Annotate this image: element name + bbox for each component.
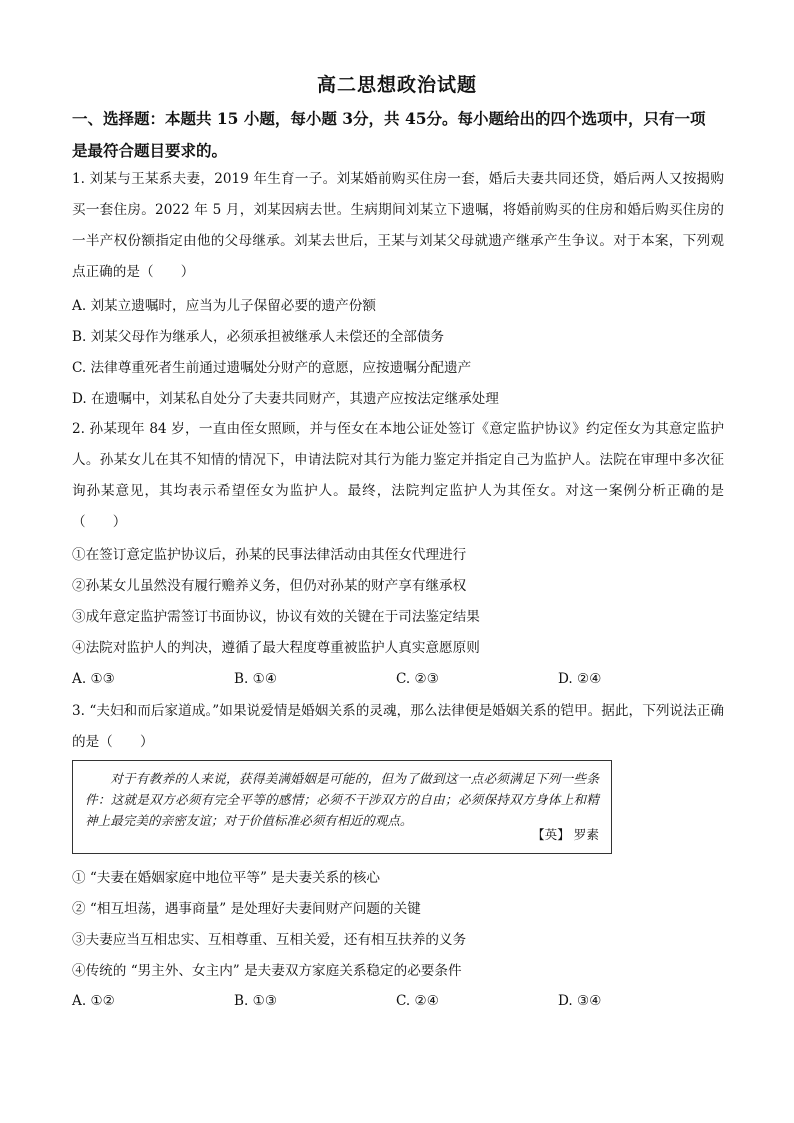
question-2-choices	[72, 671, 712, 691]
question-2-statement-1: ①在签订意定监护协议后，孙某的民事法律活动由其侄女代理进行	[72, 547, 467, 563]
question-1-option-c: C. 法律尊重死者生前通过遗嘱处分财产的意愿，应按遗嘱分配遗产	[72, 360, 472, 376]
question-2-choice-c: C. ②③	[396, 671, 439, 687]
question-2-statement-3: ③成年意定监护需签订书面协议，协议有效的关键在于司法鉴定结果	[72, 609, 480, 625]
quote-text: 对于有教养的人来说，获得美满婚姻是可能的，但为了做到这一点必须满足下列一些条件：这就是双方必须有完全平等的感情；必须不干涉双方的自由；必须保持双方身体上和精神上最完美的亲密友谊；对于价值标准必须有相近的观点。	[85, 771, 599, 828]
section-heading-line2: 是最符合题目要求的。	[72, 141, 228, 160]
question-3-choice-b: B. ①③	[234, 993, 278, 1009]
question-2-statement-4: ④法院对监护人的判决，遵循了最大程度尊重被监护人真实意愿原则	[72, 640, 480, 656]
question-3-stem: 3. “夫妇和而后家道成。”如果说爱情是婚姻关系的灵魂，那么法律便是婚姻关系的铠甲。据此，下列说法正确的是（ ）	[72, 703, 724, 750]
question-3-choice-d: D. ③④	[558, 993, 602, 1009]
quote-author: 【英】 罗素	[532, 827, 599, 842]
quote-box	[72, 760, 612, 854]
question-2-choice-a: A. ①③	[72, 671, 115, 687]
question-1-option-a: A. 刘某立遗嘱时，应当为儿子保留必要的遗产份额	[72, 298, 376, 314]
question-1-option-d: D. 在遗嘱中，刘某私自处分了夫妻共同财产，其遗产应按法定继承处理	[72, 391, 499, 407]
question-3-choice-c: C. ②④	[396, 993, 439, 1009]
question-2-stem: 2. 孙某现年 84 岁，一直由侄女照顾，并与侄女在本地公证处签订《意定监护协议》约定侄女为其意定监护人。孙某女儿在其不知情的情况下，申请法院对其行为能力鉴定并指定自己为监护人。法院在审理中多次征询孙某意见，其均表示希望侄女为监护人。最终，法院判定监护人为其侄女。对这一案例分析正确的是（ ）	[72, 421, 724, 530]
section-heading-line1: 一、选择题：本题共 15 小题，每小题 3分，共 45分。每小题给出的四个选项中，只有一项	[72, 109, 706, 128]
question-2-choice-d: D. ②④	[558, 671, 602, 687]
question-1-option-b: B. 刘某父母作为继承人，必须承担被继承人未偿还的全部债务	[72, 329, 445, 345]
question-2-choice-b: B. ①④	[234, 671, 278, 687]
question-3-choices	[72, 993, 712, 1013]
question-3-statement-2: ② “相互坦荡，遇事商量” 是处理好夫妻间财产问题的关键	[72, 901, 421, 917]
question-3-statement-4: ④传统的 “男主外、女主内” 是夫妻双方家庭关系稳定的必要条件	[72, 963, 462, 979]
question-2-statement-2: ②孙某女儿虽然没有履行赡养义务，但仍对孙某的财产享有继承权	[72, 578, 467, 594]
question-3-statement-3: ③夫妻应当互相忠实、互相尊重、互相关爱，还有相互扶养的义务	[72, 932, 467, 948]
question-3-choice-a: A. ①②	[72, 993, 115, 1009]
page-title: 高二思想政治试题	[316, 74, 477, 96]
question-3-statement-1: ① “夫妻在婚姻家庭中地位平等” 是夫妻关系的核心	[72, 870, 381, 886]
question-1-stem: 1. 刘某与王某系夫妻，2019 年生育一子。刘某婚前购买住房一套，婚后夫妻共同还贷，婚后两人又按揭购买一套住房。2022 年 5 月，刘某因病去世。生病期间刘某立下遗嘱，将婚前购买的住房和婚后购买住房的一半产权份额指定由他的父母继承。刘某去世后，王某与刘某父母就遗产继承产生争议。对于本案，下列观点正确的是（ ）	[72, 171, 724, 280]
